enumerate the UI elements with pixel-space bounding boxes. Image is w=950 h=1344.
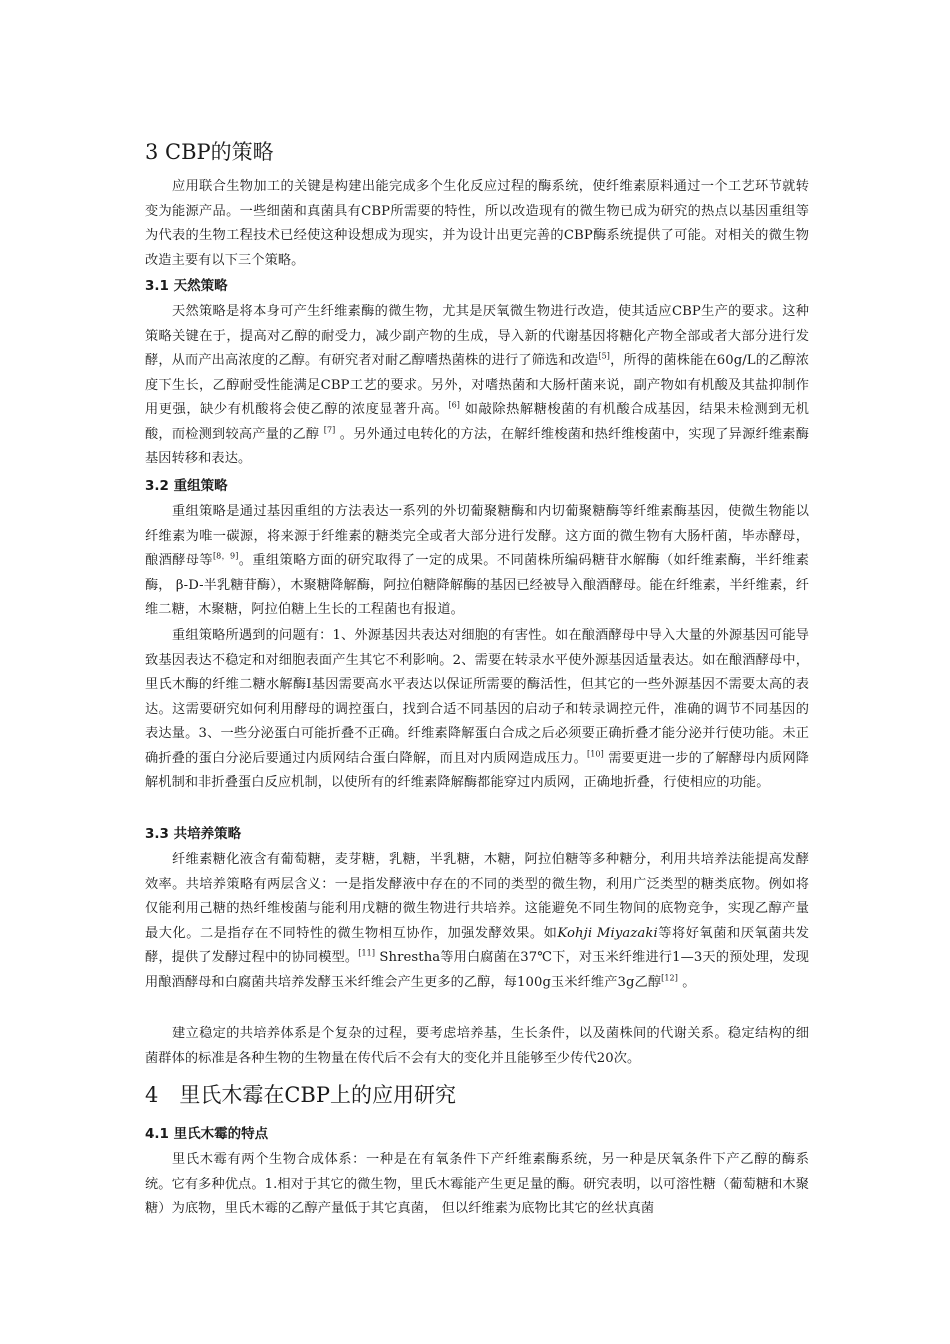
subsection-heading-3-3: 3.3 共培养策略 (145, 826, 242, 842)
paragraph-3-3-b: 建立稳定的共培养体系是个复杂的过程，要考虑培养基，生长条件，以及菌株间的代谢关系。稳定结构的细菌群体的标准是各种生物的生物量在传代后不会有大的变化并且能够至少传代20次。 (145, 1026, 809, 1066)
section-heading-3: 3 CBP的策略 (145, 140, 274, 164)
subsection-heading-3-1: 3.1 天然策略 (145, 278, 228, 294)
paragraph-3-intro: 应用联合生物加工的关键是构建出能完成多个生化反应过程的酶系统，使纤维素原料通过一个工艺环节就转变为能源产品。一些细菌和真菌具有CBP所需要的特性，所以改造现有的微生物已成为研究的热点以基因重组等为代表的生物工程技术已经使这种设想成为现实，并为设计出更完善的CBP酶系统提供了可能。对相关的微生物改造主要有以下三个策略。 (145, 179, 809, 268)
citation-5: [5] (598, 351, 611, 361)
citation-6: [6] (448, 400, 460, 410)
citation-12: [12] (661, 973, 678, 983)
paragraph-4-1: 里氏木霉有两个生物合成体系：一种是在有氧条件下产纤维素酶系统，另一种是厌氧条件下产乙醇的酶系统。它有多种优点。1.相对于其它的微生物，里氏木霉能产生更足量的酶。研究表明，以可溶性糖（葡萄糖和木聚糖）为底物，里氏木霉的乙醇产量低于其它真菌， 但以纤维素为底物比其它的丝状真菌 (145, 1152, 809, 1216)
paragraph-3-2-b: 重组策略所遇到的问题有：1、外源基因共表达对细胞的有害性。如在酿酒酵母中导入大量的外源基因可能导致基因表达不稳定和对细胞表面产生其它不利影响。2、需要在转录水平使外源基因适量表达。如在酿酒酵母中，里氏木酶的纤维二糖水解酶Ⅰ基因需要高水平表达以保证所需要的酶活性，但其它的一些外源基因不需要太高的表达。这需要研究如何利用酵母的调控蛋白，找到合适不同基因的启动子和转录调控元件，准确的调节不同基因的表达量。3、一些分泌蛋白可能折叠不正确。纤维素降解蛋白合成之后必须要正确折叠才能分泌并行使功能。未正确折叠的蛋白分泌后要通过内质网结合蛋白降解，而且对内质网造成压力。[10] 需要更进一步的了解酵母内质网降解机制和非折叠蛋白反应机制，以使所有的纤维素降解酶都能穿过内质网，正确地折叠，行使相应的功能。 (145, 628, 810, 790)
citation-11: [11] (358, 948, 376, 958)
paragraph-3-3-a: 纤维素糖化液含有葡萄糖，麦芽糖，乳糖，半乳糖，木糖，阿拉伯糖等多种糖分，利用共培养法能提高发酵效率。共培养策略有两层含义：一是指发酵液中存在的不同的类型的微生物，利用广泛类型的糖类底物。例如将仅能利用己糖的热纤维梭菌与能利用戊糖的微生物进行共培养。这能避免不同生物间的底物竞争，实现乙醇产量最大化。二是指存在不同特性的微生物相互协作，加强发酵效果。如Kohji Miyazaki等将好氧菌和厌氧菌共发酵，提供了发酵过程中的协同模型。[11] Shrestha等用白腐菌在37℃下，对玉米纤维进行1—3天的预处理，发现用酿酒酵母和白腐菌共培养发酵玉米纤维会产生更多的乙醇，每100g玉米纤维产3g乙醇[12] 。 (145, 852, 809, 990)
citation-7: [7] (323, 425, 336, 435)
citation-8-9: [8，9] (212, 551, 239, 561)
author-name-italic: Kohji Miyazaki (557, 925, 658, 941)
paragraph-3-2-a: 重组策略是通过基因重组的方法表达一系列的外切葡聚糖酶和内切葡聚糖酶等纤维素酶基因，使微生物能以纤维素为唯一碳源，将来源于纤维素的糖类完全或者大部分进行发酵。这方面的微生物有大肠杆菌，毕赤酵母，酿酒酵母等[8，9]。重组策略方面的研究取得了一定的成果。不同菌株所编码糖苷水解酶（如纤维素酶，半纤维素酶， β-D-半乳糖苷酶），木聚糖降解酶，阿拉伯糖降解酶的基因已经被导入酿酒酵母。能在纤维素，半纤维素，纤维二糖，木聚糖，阿拉伯糖上生长的工程菌也有报道。 (145, 504, 810, 617)
section-heading-4: 4 里氏木霉在CBP上的应用研究 (145, 1083, 456, 1107)
subsection-heading-4-1: 4.1 里氏木霉的特点 (145, 1126, 269, 1142)
paragraph-3-1: 天然策略是将本身可产生纤维素酶的微生物，尤其是厌氧微生物进行改造，使其适应CBP生产的要求。这种策略关键在于，提高对乙醇的耐受力，减少副产物的生成，导入新的代谢基因将糖化产物全部或者大部分进行发酵，从而产出高浓度的乙醇。有研究者对耐乙醇嗜热菌株的进行了筛选和改造[5]，所得的菌株能在60g/L的乙醇浓度下生长，乙醇耐受性能满足CBP工艺的要求。另外，对嗜热菌和大肠杆菌来说，副产物如有机酸及其盐抑制作用更强，缺少有机酸将会使乙醇的浓度显著升高。[6] 如敲除热解糖梭菌的有机酸合成基因，结果未检测到无机酸，而检测到较高产量的乙醇 [7] 。另外通过电转化的方法，在解纤维梭菌和热纤维梭菌中，实现了异源纤维素酶基因转移和表达。 (145, 304, 810, 466)
subsection-heading-3-2: 3.2 重组策略 (145, 478, 228, 494)
citation-10: [10] (586, 749, 604, 759)
